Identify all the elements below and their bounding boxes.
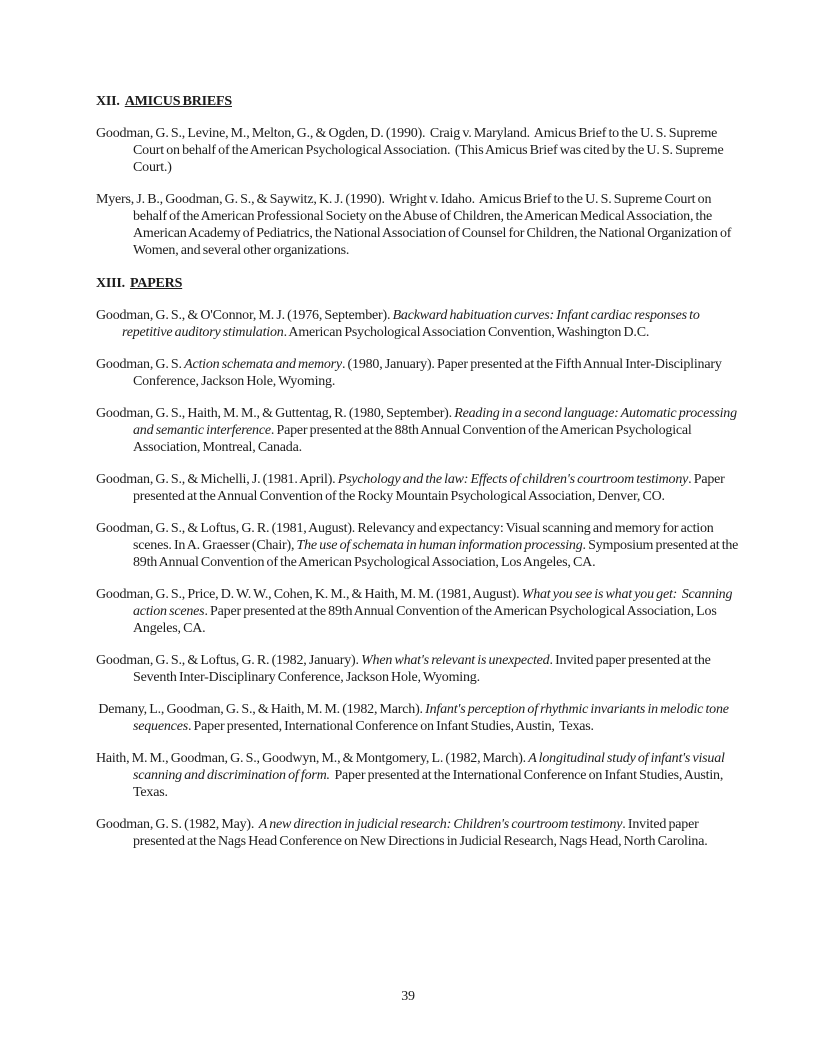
reference-text: Paper presented at the International Conference on Infant Studies, Austin, Texas.: [133, 768, 726, 800]
reference-entry: [96, 750, 746, 801]
reference-text: . Paper presented at the 88th Annual Convention of the American Psychological Association, Montreal, Canada.: [133, 423, 694, 455]
reference-text: . (1980, January). Paper presented at the Fifth Annual Inter-Disciplinary Conference, Jackson Hole, Wyoming.: [133, 357, 724, 389]
reference-entry: [96, 307, 746, 341]
reference-entry: [96, 471, 746, 505]
reference-text: . American Psychological Association Convention, Washington D.C.: [283, 325, 650, 340]
reference-text: . Invited paper presented at the Seventh Inter-Disciplinary Conference, Jackson Hole, Wyoming.: [133, 653, 713, 685]
reference-text: . Symposium presented at the 89th Annual Convention of the American Psychological Association, Los Angeles, CA.: [133, 538, 741, 570]
reference-text: . Invited paper presented at the Nags Head Conference on New Directions in Judicial Research, Nags Head, North Carolina.: [133, 817, 708, 849]
reference-title-italic: The use of schemata in human information processing: [296, 538, 583, 553]
reference-entry: [96, 356, 746, 390]
reference-title-italic: A longitudinal study of infant's visual scanning and discrimination of form.: [133, 751, 728, 783]
reference-title-italic: Infant's perception of rhythmic invariants in melodic tone sequences: [133, 702, 732, 734]
reference-entry: [96, 701, 746, 735]
reference-entry: [96, 125, 746, 176]
reference-text: Goodman, G. S., & O'Connor, M. J. (1976, September).: [96, 308, 393, 323]
reference-entry: [96, 816, 746, 850]
reference-entry: [96, 652, 746, 686]
reference-title-italic: Action schemata and memory: [184, 357, 342, 372]
reference-text: Demany, L., Goodman, G. S., & Haith, M. M. (1982, March).: [96, 702, 426, 717]
reference-text: Goodman, G. S., & Loftus, G. R. (1982, January).: [96, 653, 362, 668]
reference-title-italic: Reading in a second language: Automatic processing and semantic interference: [133, 406, 740, 438]
section-numeral: XIII.: [96, 276, 125, 291]
reference-entry: [96, 405, 746, 456]
section-title: PAPERS: [129, 276, 183, 291]
reference-entry: [96, 586, 746, 637]
reference-entry: [96, 191, 746, 259]
reference-text: Goodman, G. S., & Loftus, G. R. (1981, August). Relevancy and expectancy: Visual scanning and memory for action scenes. In A. Graesser (Chair),: [96, 521, 716, 553]
reference-text: Goodman, G. S., Levine, M., Melton, G., & Ogden, D. (1990). Craig v. Maryland. Amicus Brief to the U. S. Supreme Court on behalf of the American Psychological Association. (This Amicus Brief was cited by the U. S. Supreme Court.): [96, 126, 726, 175]
reference-entry: [96, 520, 746, 571]
reference-text: . Paper presented at the Annual Convention of the Rocky Mountain Psychological Association, Denver, CO.: [133, 472, 727, 504]
page-number: 39: [401, 989, 415, 1004]
reference-text: Goodman, G. S. (1982, May).: [96, 817, 259, 832]
amicus-briefs-entries: [96, 125, 746, 259]
reference-text: . Paper presented at the 89th Annual Convention of the American Psychological Association, Los Angeles, CA.: [133, 604, 719, 636]
reference-title-italic: Psychology and the law: Effects of children's courtroom testimony: [337, 472, 689, 487]
papers-entries: [96, 307, 746, 850]
reference-text: . Paper presented, International Conference on Infant Studies, Austin, Texas.: [187, 719, 594, 734]
reference-text: Goodman, G. S., Price, D. W. W., Cohen, K. M., & Haith, M. M. (1981, August).: [96, 587, 522, 602]
reference-text: Goodman, G. S.: [96, 357, 185, 372]
reference-title-italic: A new direction in judicial research: Children's courtroom testimony: [258, 817, 623, 832]
reference-title-italic: When what's relevant is unexpected: [361, 653, 550, 668]
reference-title-italic: Backward habituation curves: Infant cardiac responses to repetitive auditory stimulation: [122, 308, 702, 340]
reference-text: Haith, M. M., Goodman, G. S., Goodwyn, M., & Montgomery, L. (1982, March).: [96, 751, 529, 766]
section-numeral: XII.: [96, 94, 120, 109]
section-title: AMICUS BRIEFS: [124, 94, 232, 109]
reference-text: Myers, J. B., Goodman, G. S., & Saywitz, K. J. (1990). Wright v. Idaho. Amicus Brief to the U. S. Supreme Court on behalf of the American Professional Society on the Abuse of Children, the American Medical Association, the American Academy of Pediatrics, the National Association of Counsel for Children, the National Organization of Women, and several other organizations.: [96, 192, 734, 258]
reference-title-italic: What you see is what you get: Scanning action scenes: [133, 587, 735, 619]
section-heading-papers: [96, 275, 746, 292]
section-heading-amicus-briefs: [96, 93, 746, 110]
reference-text: Goodman, G. S., Haith, M. M., & Guttentag, R. (1980, September).: [96, 406, 455, 421]
reference-text: Goodman, G. S., & Michelli, J. (1981. April).: [96, 472, 338, 487]
page-content: [96, 93, 746, 850]
